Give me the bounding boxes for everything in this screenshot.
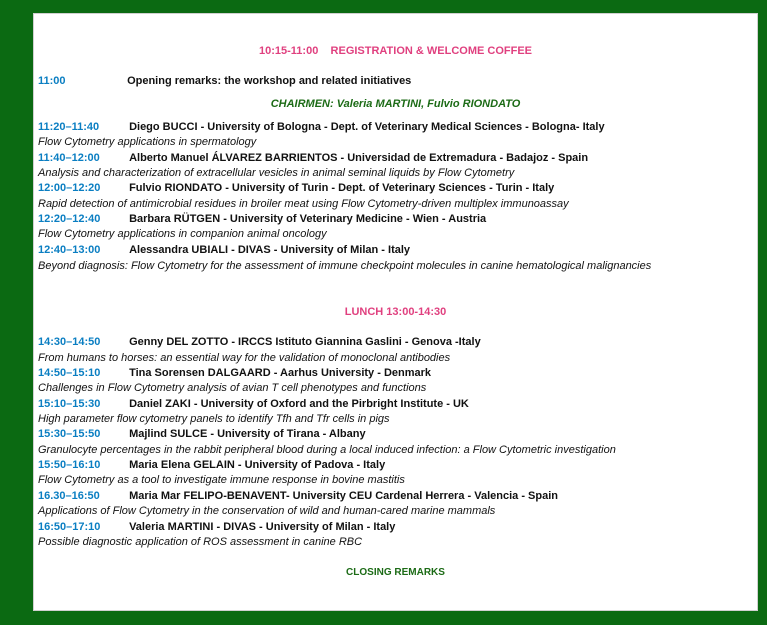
- talk-time: 16.30–16:50: [38, 490, 100, 502]
- talk-time: 15:50–16:10: [38, 459, 101, 471]
- talk-speaker-line: [38, 398, 738, 410]
- programme-page: [33, 13, 758, 611]
- talk-speaker: Maria Elena GELAIN - University of Padova - Italy: [129, 459, 386, 471]
- talk-speaker: Barbara RÜTGEN - University of Veterinary Medicine - Wien - Austria: [129, 213, 487, 225]
- talk-title: High parameter flow cytometry panels to identify Tfh and Tfr cells in pigs: [38, 413, 390, 425]
- talk-speaker: Valeria MARTINI - DIVAS - University of Milan - Italy: [129, 521, 396, 533]
- opening-time: 11:00: [38, 75, 66, 87]
- talk-speaker-line: [38, 213, 738, 225]
- talk-speaker-line: [38, 490, 738, 502]
- opening-text: Opening remarks: the workshop and related initiatives: [127, 75, 412, 87]
- talk-title: Analysis and characterization of extracellular vesicles in animal seminal liquids by Flow Cytometry: [38, 167, 515, 179]
- talk-speaker: Fulvio RIONDATO - University of Turin - Dept. of Veterinary Sciences - Turin - Italy: [129, 182, 555, 194]
- talk-speaker-line: [38, 121, 738, 133]
- talk-time: 16:50–17:10: [38, 521, 101, 533]
- talk-speaker-line: [38, 367, 738, 379]
- talk-title: Flow Cytometry applications in spermatology: [38, 136, 257, 148]
- talk-time: 12:40–13:00: [38, 244, 101, 256]
- talk-speaker-line: [38, 182, 738, 194]
- talk-time: 11:40–12:00: [38, 152, 100, 164]
- talk-speaker: Tina Sorensen DALGAARD - Aarhus University - Denmark: [129, 367, 432, 379]
- talk-speaker-line: [38, 152, 738, 164]
- talk-time: 15:10–15:30: [38, 398, 101, 410]
- talk-speaker: Daniel ZAKI - University of Oxford and the Pirbright Institute - UK: [129, 398, 469, 410]
- talk-speaker-line: [38, 244, 738, 256]
- talk-speaker: Alberto Manuel ÁLVAREZ BARRIENTOS - Universidad de Extremadura - Badajoz - Spain: [129, 152, 589, 164]
- talk-speaker: Diego BUCCI - University of Bologna - Dept. of Veterinary Medical Sciences - Bologna- Italy: [129, 121, 605, 133]
- chairmen-line: CHAIRMEN: Valeria MARTINI, Fulvio RIONDATO: [270, 98, 521, 110]
- talk-time: 12:20–12:40: [38, 213, 101, 225]
- talk-title: Applications of Flow Cytometry in the conservation of wild and human-cared marine mammals: [38, 505, 496, 517]
- talk-time: 14:30–14:50: [38, 336, 101, 348]
- talk-speaker-line: [38, 459, 738, 471]
- talk-title: Challenges in Flow Cytometry analysis of avian T cell phenotypes and functions: [38, 382, 427, 394]
- talk-speaker-line: [38, 336, 738, 348]
- talk-speaker: Majlind SULCE - University of Tirana - Albany: [129, 428, 366, 440]
- talk-speaker-line: [38, 521, 738, 533]
- talk-time: 15:30–15:50: [38, 428, 101, 440]
- talk-title: Rapid detection of antimicrobial residues in broiler meat using Flow Cytometry-driven multiplex immunoassay: [38, 198, 569, 210]
- talk-title: Flow Cytometry as a tool to investigate immune response in bovine mastitis: [38, 474, 405, 486]
- talk-speaker: Maria Mar FELIPO-BENAVENT- University CEU Cardenal Herrera - Valencia - Spain: [129, 490, 558, 502]
- talk-time: 14:50–15:10: [38, 367, 101, 379]
- talk-title: From humans to horses: an essential way for the validation of monoclonal antibodies: [38, 352, 451, 364]
- talk-time: 11:20–11:40: [38, 121, 100, 133]
- registration-banner: 10:15-11:00 REGISTRATION & WELCOME COFFEE: [258, 45, 532, 57]
- talk-speaker: Alessandra UBIALI - DIVAS - University of Milan - Italy: [129, 244, 411, 256]
- lunch-banner: LUNCH 13:00-14:30: [344, 306, 447, 318]
- talk-time: 12:00–12:20: [38, 182, 101, 194]
- talk-title: Granulocyte percentages in the rabbit peripheral blood during a local induced infection: a Flow Cytometric investigation: [38, 444, 616, 456]
- closing-banner: CLOSING REMARKS: [346, 567, 445, 578]
- talk-title: Flow Cytometry applications in companion animal oncology: [38, 228, 327, 240]
- talk-speaker-line: [38, 428, 738, 440]
- talk-speaker: Genny DEL ZOTTO - IRCCS Istituto Giannina Gaslini - Genova -Italy: [129, 336, 481, 348]
- opening-remarks: [38, 75, 738, 87]
- talk-title: Beyond diagnosis: Flow Cytometry for the assessment of immune checkpoint molecules in canine hematological malignancies: [38, 260, 652, 272]
- talk-title: Possible diagnostic application of ROS assessment in canine RBC: [38, 536, 363, 548]
